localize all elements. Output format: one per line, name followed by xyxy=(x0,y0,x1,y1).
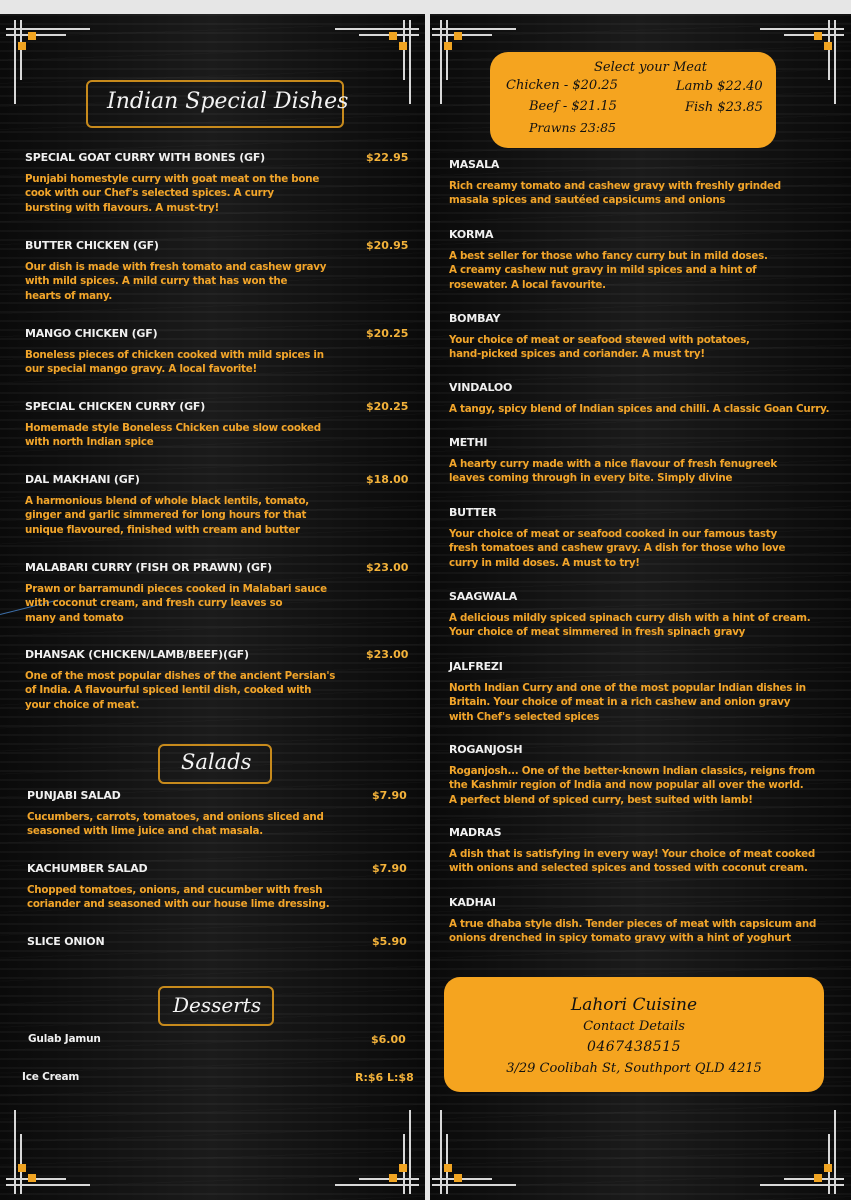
curry-style-name: KORMA xyxy=(449,228,494,241)
dish-description-line: our special mango gravy. A local favorite! xyxy=(25,363,257,376)
corner-ornament-top-left xyxy=(6,20,90,104)
dish-description-line: many and tomato xyxy=(25,611,124,624)
curry-style-name: MASALA xyxy=(449,158,500,171)
dish-description-line: Boneless pieces of chicken cooked with mild spices in xyxy=(25,349,324,361)
meat-price-lamb: Lamb $22.40 xyxy=(676,79,763,94)
salad-description-line: Cucumbers, carrots, tomatoes, and onions sliced and xyxy=(27,811,324,823)
dish-description-line: with coconut cream, and fresh curry leaves so xyxy=(25,597,283,610)
curry-style-name: METHI xyxy=(449,436,488,449)
curry-style-description-line: North Indian Curry and one of the most popular Indian dishes in xyxy=(449,682,806,694)
dish-description-line: Prawn or barramundi pieces cooked in Malabari sauce xyxy=(25,583,327,595)
curry-style-description-line: with Chef's selected spices xyxy=(449,710,600,723)
curry-style-description-line: A delicious mildly spiced spinach curry dish with a hint of cream. xyxy=(449,612,811,624)
dish-name: MALABARI CURRY (FISH OR PRAWN) (GF) xyxy=(25,561,272,574)
contact-phone: 0467438515 xyxy=(586,1039,682,1055)
dish-description-line: cook with our Chef's selected spices. A curry xyxy=(25,187,274,200)
dish-price: $20.25 xyxy=(366,327,409,340)
curry-style-description-line: Rich creamy tomato and cashew gravy with freshly grinded xyxy=(449,180,781,192)
dish-name: BUTTER CHICKEN (GF) xyxy=(25,239,159,252)
curry-style-description-line: with onions and selected spices and tossed with coconut cream. xyxy=(449,862,808,875)
curry-style-description-line: A dish that is satisfying in every way! Your choice of meat cooked xyxy=(449,848,816,860)
select-meat-title: Select your Meat xyxy=(594,60,707,75)
curry-style-description-line: A creamy cashew nut gravy in mild spices and a hint of xyxy=(449,264,757,277)
curry-style-name: VINDALOO xyxy=(449,381,513,394)
dish-description-line: Our dish is made with fresh tomato and cashew gravy xyxy=(25,261,327,273)
curry-style-description-line: A true dhaba style dish. Tender pieces of meat with capsicum and xyxy=(449,918,817,930)
contact-box xyxy=(444,977,824,1092)
contact-address: 3/29 Coolibah St, Southport QLD 4215 xyxy=(506,1061,762,1076)
dish-price: $20.25 xyxy=(366,400,409,413)
salad-price: $7.90 xyxy=(372,862,407,875)
curry-style-description-line: fresh tomatoes and cashew gravy. A dish for those who love xyxy=(449,542,786,555)
curry-style-description-line: Your choice of meat or seafood cooked in our famous tasty xyxy=(449,528,777,540)
dessert-price: R:$6 L:$8 xyxy=(355,1071,414,1084)
curry-style-description-line: rosewater. A local favourite. xyxy=(449,278,606,291)
curry-style-description-line: Your choice of meat simmered in fresh spinach gravy xyxy=(449,626,746,639)
dessert-name: Gulab Jamun xyxy=(28,1033,101,1045)
curry-style-description-line: leaves coming through in every bite. Simply divine xyxy=(449,472,733,485)
salad-price: $5.90 xyxy=(372,935,407,948)
curry-style-description-line: A tangy, spicy blend of Indian spices and chilli. A classic Goan Curry. xyxy=(449,403,830,415)
section-title-salads: Salads xyxy=(181,750,252,774)
dish-name: SPECIAL CHICKEN CURRY (GF) xyxy=(25,400,206,413)
section-title-desserts: Desserts xyxy=(173,993,262,1017)
salad-description-line: coriander and seasoned with our house lime dressing. xyxy=(27,898,330,911)
dish-price: $23.00 xyxy=(366,648,409,661)
right-menu-page xyxy=(430,14,851,1200)
meat-price-prawns: Prawns 23:85 xyxy=(529,120,616,135)
dish-description-line: with north Indian spice xyxy=(25,436,154,449)
curry-style-name: MADRAS xyxy=(449,826,502,839)
curry-style-description-line: hand-picked spices and coriander. A must try! xyxy=(449,348,705,361)
dessert-price: $6.00 xyxy=(371,1033,406,1046)
dish-name: DHANSAK (CHICKEN/LAMB/BEEF)(GF) xyxy=(25,648,249,661)
curry-style-description-line: Your choice of meat or seafood stewed with potatoes, xyxy=(449,334,750,346)
curry-style-name: BOMBAY xyxy=(449,312,501,325)
dish-name: DAL MAKHANI (GF) xyxy=(25,473,140,486)
dish-description-line: Homemade style Boneless Chicken cube slow cooked xyxy=(25,422,321,434)
curry-style-description-line: masala spices and sautéed capsicums and onions xyxy=(449,194,726,207)
dish-price: $23.00 xyxy=(366,561,409,574)
salad-description-line: Chopped tomatoes, onions, and cucumber with fresh xyxy=(27,884,323,896)
meat-price-beef: Beef - $21.15 xyxy=(529,99,617,114)
salad-name: PUNJABI SALAD xyxy=(27,789,121,802)
dessert-name: Ice Cream xyxy=(22,1071,80,1083)
dish-description-line: unique flavoured, finished with cream and butter xyxy=(25,523,300,536)
curry-style-description-line: the Kashmir region of India and now popular all over the world. xyxy=(449,779,804,792)
curry-style-description-line: curry in mild doses. A must to try! xyxy=(449,556,640,569)
dish-description-line: of India. A flavourful spiced lentil dish, cooked with xyxy=(25,684,312,697)
dish-description-line: your choice of meat. xyxy=(25,698,140,711)
dish-price: $20.95 xyxy=(366,239,409,252)
dish-description-line: ginger and garlic simmered for long hours for that xyxy=(25,509,307,522)
curry-style-description-line: onions drenched in spicy tomato gravy with a hint of yoghurt xyxy=(449,932,791,945)
curry-style-name: KADHAI xyxy=(449,896,496,909)
dish-description-line: A harmonious blend of whole black lentils, tomato, xyxy=(25,495,309,507)
curry-style-name: BUTTER xyxy=(449,506,497,519)
curry-style-name: JALFREZI xyxy=(449,660,503,673)
select-meat-box xyxy=(490,52,776,148)
curry-style-description-line: Roganjosh... One of the better-known Indian classics, reigns from xyxy=(449,765,816,777)
dish-price: $22.95 xyxy=(366,151,409,164)
curry-style-name: ROGANJOSH xyxy=(449,743,523,756)
meat-price-chicken: Chicken - $20.25 xyxy=(506,78,618,93)
contact-details-label: Contact Details xyxy=(583,1019,685,1034)
dish-description-line: One of the most popular dishes of the ancient Persian's xyxy=(25,670,336,682)
dish-name: MANGO CHICKEN (GF) xyxy=(25,327,158,340)
curry-style-description-line: Britain. Your choice of meat in a rich cashew and onion gravy xyxy=(449,696,791,709)
restaurant-name: Lahori Cuisine xyxy=(570,995,698,1015)
salad-price: $7.90 xyxy=(372,789,407,802)
dish-description-line: with mild spices. A mild curry that has won the xyxy=(25,275,288,288)
corner-ornament-bottom-right xyxy=(760,1110,844,1194)
dish-name: SPECIAL GOAT CURRY WITH BONES (GF) xyxy=(25,151,266,164)
dish-price: $18.00 xyxy=(366,473,409,486)
section-title-special-dishes: Indian Special Dishes xyxy=(107,89,349,114)
dish-description-line: hearts of many. xyxy=(25,289,113,302)
meat-price-fish: Fish $23.85 xyxy=(685,100,763,115)
salad-name: KACHUMBER SALAD xyxy=(27,862,148,875)
corner-ornament-bottom-left xyxy=(432,1110,516,1194)
curry-style-description-line: A best seller for those who fancy curry but in mild doses. xyxy=(449,250,768,262)
corner-ornament-bottom-right xyxy=(335,1110,419,1194)
dish-description-line: Punjabi homestyle curry with goat meat on the bone xyxy=(25,173,320,185)
dish-description-line: bursting with flavours. A must-try! xyxy=(25,201,219,214)
salad-name: SLICE ONION xyxy=(27,935,105,948)
curry-style-description-line: A hearty curry made with a nice flavour of fresh fenugreek xyxy=(449,458,777,470)
corner-ornament-bottom-left xyxy=(6,1110,90,1194)
salad-description-line: seasoned with lime juice and chat masala. xyxy=(27,825,263,838)
curry-style-name: SAAGWALA xyxy=(449,590,518,603)
left-menu-page xyxy=(0,14,425,1200)
curry-style-description-line: A perfect blend of spiced curry, best suited with lamb! xyxy=(449,793,753,806)
